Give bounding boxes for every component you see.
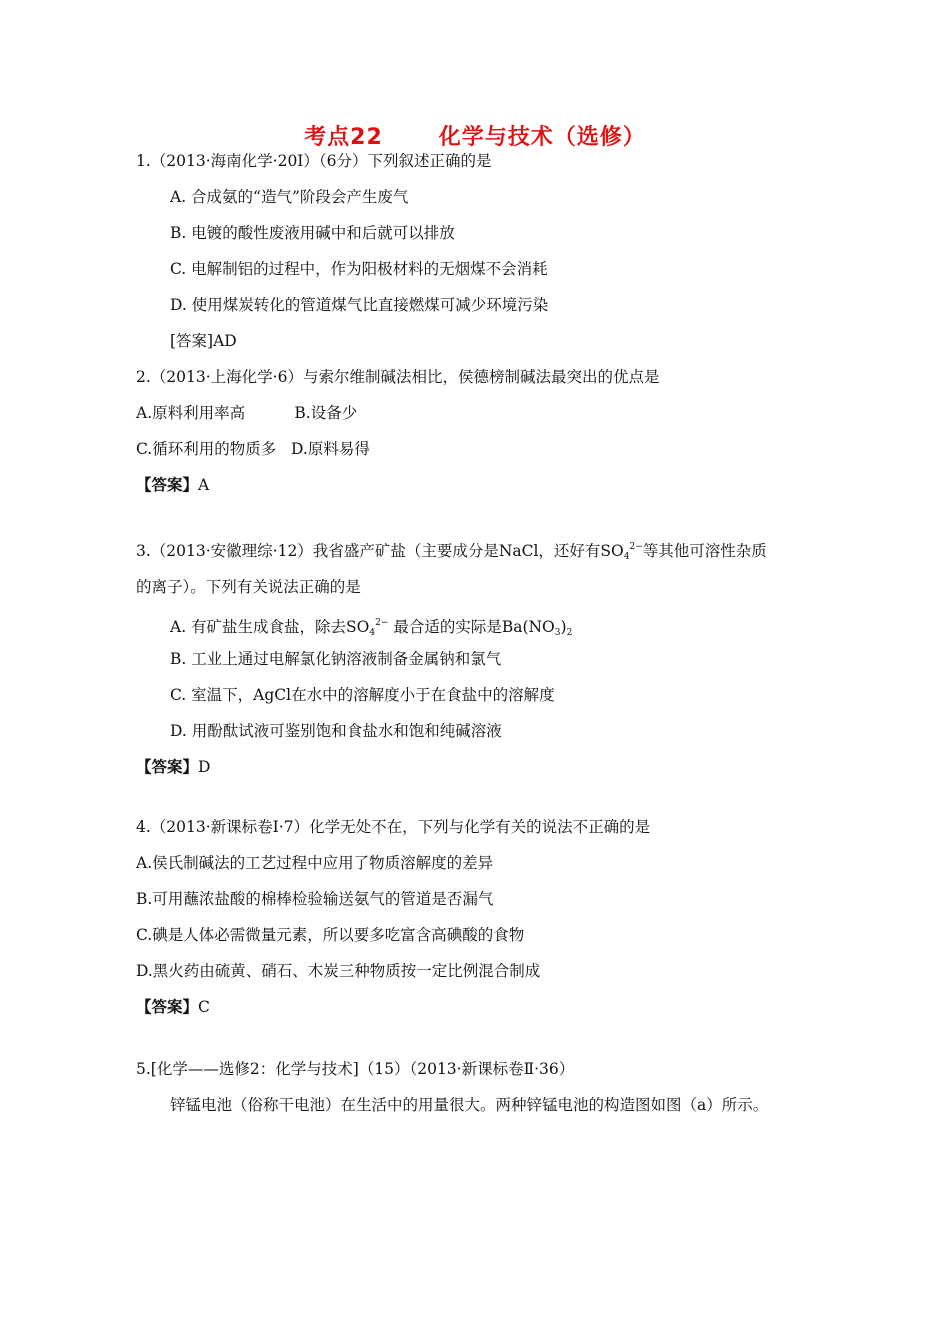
q1-option-d: D. 使用煤炭转化的管道煤气比直接燃煤可减少环境污染 (170, 296, 549, 314)
q3-option-a-part-1: A. 有矿盐生成食盐，除去SO (170, 618, 370, 636)
title-part-2: 化学与技术（选修） (438, 125, 646, 150)
q2-answer-label: 【答案】 (136, 475, 199, 494)
q2-options-ab: A.原料利用率高 B.设备少 (136, 404, 358, 422)
q1-option-b: B. 电镀的酸性废液用碱中和后就可以排放 (170, 224, 455, 242)
q1-answer: [答案]AD (170, 332, 237, 350)
q4-option-d: D.黑火药由硫黄、硝石、木炭三种物质按一定比例混合制成 (136, 962, 541, 980)
q4-answer (136, 996, 210, 1018)
q4-stem: 4.（2013·新课标卷Ⅰ·7）化学无处不在，下列与化学有关的说法不正确的是 (136, 818, 651, 836)
q2-options-cd: C.循环利用的物质多 D.原料易得 (136, 440, 370, 458)
q3-option-a-part-3: ) (560, 618, 567, 636)
q4-option-c: C.碘是人体必需微量元素，所以要多吃富含高碘酸的食物 (136, 926, 525, 944)
title-part-1: 考点22 (304, 125, 383, 150)
q2-stem: 2.（2013·上海化学·6）与索尔维制碱法相比，侯德榜制碱法最突出的优点是 (136, 368, 660, 386)
q3-option-a-sub-2: 2 (566, 628, 573, 638)
q1-option-a: A. 合成氨的“造气”阶段会产生废气 (170, 188, 409, 206)
q3-sub-4: 4 (623, 552, 630, 562)
q3-option-b: B. 工业上通过电解氯化钠溶液制备金属钠和氯气 (170, 650, 502, 668)
q3-sup-2minus: 2− (629, 542, 643, 552)
q3-option-a (170, 612, 572, 644)
q3-stem-part-1: 3.（2013·安徽理综·12）我省盛产矿盐（主要成分是NaCl，还好有SO (136, 542, 624, 560)
q3-option-d: D. 用酚酞试液可鉴别饱和食盐水和饱和纯碱溶液 (170, 722, 502, 740)
page-title (0, 120, 950, 151)
q3-option-a-part-2: 最合适的实际是Ba(NO (388, 618, 555, 636)
q1-option-c: C. 电解制铝的过程中，作为阳极材料的无烟煤不会消耗 (170, 260, 548, 278)
q5-body: 锌锰电池（俗称干电池）在生活中的用量很大。两种锌锰电池的构造图如图（a）所示。 (170, 1096, 769, 1114)
q3-stem-line-2: 的离子）。下列有关说法正确的是 (136, 578, 361, 596)
q2-answer-value: A (198, 476, 210, 494)
q4-option-b: B.可用蘸浓盐酸的棉棒检验输送氨气的管道是否漏气 (136, 890, 494, 908)
q4-answer-label: 【答案】 (136, 997, 199, 1016)
q3-option-c: C. 室温下，AgCl在水中的溶解度小于在食盐中的溶解度 (170, 686, 555, 704)
q5-stem: 5.[化学——选修2：化学与技术]（15）（2013·新课标卷Ⅱ·36） (136, 1060, 575, 1078)
q3-answer-label: 【答案】 (136, 757, 199, 776)
q3-stem-part-2: 等其他可溶性杂质 (642, 542, 767, 560)
q3-stem (136, 536, 767, 568)
q3-option-a-sub-4: 4 (369, 628, 376, 638)
q1-stem: 1.（2013·海南化学·20I）（6分）下列叙述正确的是 (136, 152, 492, 170)
q4-option-a: A.侯氏制碱法的工艺过程中应用了物质溶解度的差异 (136, 854, 494, 872)
q2-answer (136, 474, 209, 496)
q3-answer-value: D (198, 758, 211, 776)
q3-answer (136, 756, 210, 778)
q4-answer-value: C (198, 998, 210, 1016)
q3-option-a-sup: 2− (375, 618, 389, 628)
q3-option-a-sub-3: 3 (554, 628, 561, 638)
